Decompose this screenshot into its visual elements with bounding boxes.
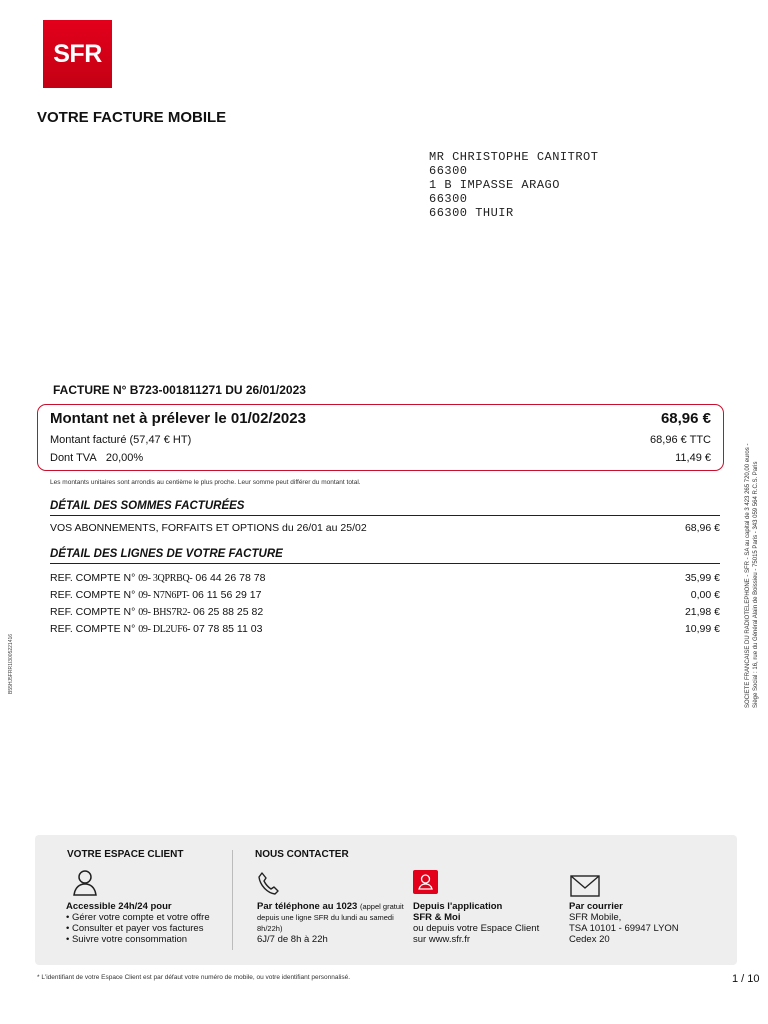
- app-line: ou depuis votre Espace Client: [413, 923, 540, 934]
- side-code: B55HJ5FRR1I3005221416: [8, 633, 14, 694]
- espace-heading: Accessible 24h/24 pour: [66, 901, 172, 912]
- address-line: 66300: [429, 164, 468, 178]
- mail-line: TSA 10101 - 69947 LYON: [569, 923, 679, 934]
- net-amount-label: Montant net à prélever le 01/02/2023: [50, 410, 306, 427]
- line-row-value: 35,99 €: [684, 572, 720, 584]
- sums-section-title: DÉTAIL DES SOMMES FACTURÉES: [50, 500, 720, 516]
- phone-note: (appel gratuit depuis une ligne SFR du lundi au samedi 8h/22h): [257, 902, 404, 933]
- app-line: sur www.sfr.fr: [413, 934, 471, 945]
- line-row: [50, 623, 720, 635]
- footnote: * L'identifiant de votre Espace Client est par défaut votre numéro de mobile, ou votre identifiant personnalisé.: [37, 974, 351, 981]
- line-row: [50, 606, 720, 618]
- line-prefix: REF. COMPTE N°: [50, 623, 136, 635]
- app-name: SFR & Moi: [413, 912, 461, 923]
- line-row: [50, 572, 720, 584]
- line-number: 06 25 88 25 82: [193, 606, 264, 618]
- tva-row: [50, 452, 711, 470]
- legal-line: Siège Social : 16, rue du Général Alain de Boissieu - 75015 Paris - 343 059 564 R.C.S. Paris: [753, 461, 759, 708]
- recipient-address: [429, 150, 598, 220]
- contact-title: NOUS CONTACTER: [255, 849, 349, 860]
- phone-column: [257, 901, 407, 945]
- line-row-label: [50, 623, 262, 635]
- line-row: [50, 589, 720, 601]
- phone-heading: Par téléphone au 1023: [257, 901, 358, 912]
- lines-section-title: DÉTAIL DES LIGNES DE VOTRE FACTURE: [50, 548, 720, 564]
- espace-client-title: VOTRE ESPACE CLIENT: [67, 849, 184, 860]
- phone-hours: 6J/7 de 8h à 22h: [257, 934, 328, 945]
- line-row-label: [50, 589, 262, 601]
- line-code: 09- 3QPRBQ-: [138, 573, 193, 584]
- mail-column: [569, 901, 679, 945]
- espace-item: • Gérer votre compte et votre offre: [66, 912, 210, 923]
- line-row-label: [50, 606, 263, 618]
- line-number: 06 11 56 29 17: [192, 589, 262, 601]
- line-code: 09- BHS7R2-: [138, 607, 191, 618]
- espace-item: • Consulter et payer vos factures: [66, 923, 204, 934]
- app-column: [413, 901, 539, 945]
- line-number: 06 44 26 78 78: [195, 572, 266, 584]
- line-row-value: 21,98 €: [684, 606, 720, 618]
- address-line: 1 B IMPASSE ARAGO: [429, 178, 560, 192]
- footer-divider: [232, 850, 233, 950]
- line-code: 09- DL2UF6-: [138, 624, 191, 635]
- billed-amount-label: Montant facturé (57,47 € HT): [50, 434, 192, 446]
- sums-row: [50, 522, 720, 534]
- sums-row-value: 68,96 €: [684, 522, 720, 534]
- line-prefix: REF. COMPTE N°: [50, 572, 136, 584]
- mail-line: Cedex 20: [569, 934, 610, 945]
- espace-client-column: [66, 901, 210, 945]
- address-line: 66300: [429, 192, 468, 206]
- sums-row-label: VOS ABONNEMENTS, FORFAITS ET OPTIONS du 26/01 au 25/02: [50, 522, 367, 534]
- legal-line: SOCIETE FRANCAISE DU RADIOTELEPHONE - SFR - SA au capital de 3 423 265 720,00 euros -: [745, 443, 751, 708]
- net-amount-row: [50, 410, 711, 434]
- legal-mention-vertical: [744, 378, 768, 708]
- footer-contact-panel: [35, 835, 737, 965]
- line-row-value: 10,99 €: [684, 623, 720, 635]
- billed-amount-value: 68,96 € TTC: [650, 434, 711, 446]
- line-row-label: [50, 572, 265, 584]
- line-prefix: REF. COMPTE N°: [50, 589, 136, 601]
- mail-heading: Par courrier: [569, 901, 623, 912]
- line-code: 09- N7N6PT-: [138, 590, 190, 601]
- line-number: 07 78 85 11 03: [193, 623, 263, 635]
- sfr-app-icon: [413, 870, 438, 894]
- app-heading: Depuis l'application: [413, 901, 503, 912]
- address-line: MR CHRISTOPHE CANITROT: [429, 150, 599, 164]
- net-amount-value: 68,96 €: [660, 410, 711, 427]
- address-line: 66300 THUIR: [429, 206, 514, 220]
- user-icon: [71, 868, 99, 896]
- line-row-value: 0,00 €: [690, 589, 720, 601]
- side-code-vertical: [8, 608, 18, 694]
- document-title: VOTRE FACTURE MOBILE: [37, 109, 227, 126]
- mail-line: SFR Mobile,: [569, 912, 622, 923]
- tva-rate: 20,00%: [105, 452, 144, 464]
- page-number: 1 / 10: [732, 973, 760, 985]
- amount-summary-box: [37, 404, 724, 471]
- tva-label: Dont TVA: [50, 452, 97, 464]
- tva-value: 11,49 €: [675, 452, 711, 464]
- envelope-icon: [570, 875, 600, 897]
- sfr-logo: SFR: [43, 20, 112, 88]
- billed-amount-row: [50, 434, 711, 452]
- espace-item: • Suivre votre consommation: [66, 934, 188, 945]
- tva-label-group: [50, 452, 143, 464]
- phone-icon: [257, 871, 279, 895]
- invoice-reference: FACTURE N° B723-001811271 DU 26/01/2023: [53, 383, 306, 397]
- rounding-note: Les montants unitaires sont arrondis au centième le plus proche. Leur somme peut différer du montant total.: [50, 479, 361, 486]
- line-prefix: REF. COMPTE N°: [50, 606, 136, 618]
